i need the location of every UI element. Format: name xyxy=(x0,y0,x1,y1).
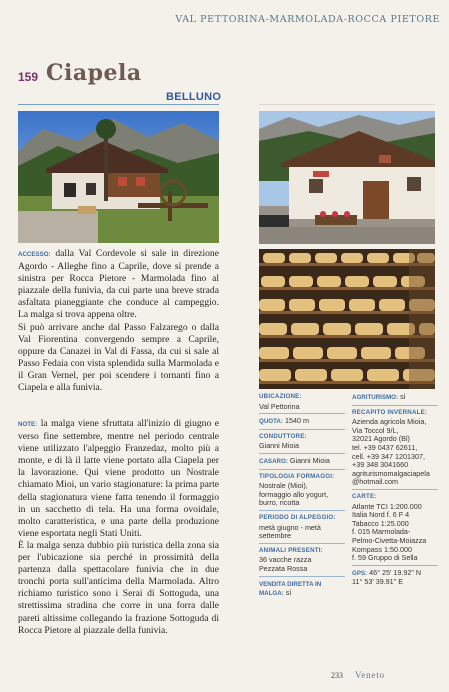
info-agriturismo: AGRITURISMO: sì xyxy=(352,392,406,401)
cheese-cellar-photo xyxy=(259,249,435,389)
entry-title: Ciapela xyxy=(46,60,142,86)
access-label: ACCESSO: xyxy=(18,251,51,258)
info-animali: ANIMALI PRESENTI: 36 vacche razza Pezzata Rossa xyxy=(259,546,323,573)
info-separator xyxy=(259,413,345,414)
info-separator xyxy=(259,510,345,511)
info-separator xyxy=(259,429,345,430)
notes-text-continued: È la malga senza dubbio più turistica della zona sia per l'ubicazione sia perché in prossimità della partenza dalla spettacolare funivia che in due tronchi porta sull'anticima della Marmolada. Altro richiamo turistico sono i Serai di Sottoguda, una strettissima stradina che corre in una forra dalle pareti altissime collegando la frazione Sottoguda di Rocca Pietore al piazzale della funivia. xyxy=(18,539,219,636)
notes-label: NOTE: xyxy=(18,421,38,428)
access-text-continued: Si può arrivare anche dal Passo Falzarego o dalla Val Fiorentina convergendo sempre a Caprile, oppure da Canazei in Val di Fassa, da cui si sale al Passo Fedaia con vista splendida sulla Marmolada e il Gran Vernel, per poi scendere i tornanti fino a Ciapela e alla funivia. xyxy=(18,321,219,394)
malga-building-photo xyxy=(18,111,219,243)
info-gps: GPS: 46° 25' 19.92" N 11° 53' 39.91" E xyxy=(352,567,422,587)
page-number: 233 xyxy=(331,671,343,680)
info-separator xyxy=(259,469,345,470)
chalet-photo xyxy=(259,111,435,244)
info-tipologia: TIPOLOGIA FORMAGGI: Nostrale (Mioi), formaggio allo yogurt, burro, ricotta xyxy=(259,472,335,508)
info-carte: CARTE: Atlante TCI 1:200.000 Italia Nord f. 6 F 4 Tabacco 1:25.000 f. 015 Marmolada- Pelmo-Civetta-Moiazza Kompass 1:50.000 f. 59 Gruppo di Sella xyxy=(352,492,427,563)
title-divider xyxy=(18,104,219,105)
info-separator xyxy=(259,543,345,544)
info-recapito: RECAPITO INVERNALE: Azienda agricola Mioia, Via Toccol 9/L, 32021 Agordo (Bl) tel. +39 0437 62611, cell. +39 347 1201307, +39 348 3041660 agriturismomalgaciapela @hotmail.com xyxy=(352,408,430,487)
region-label: Veneto xyxy=(355,670,385,680)
info-column-left xyxy=(259,393,345,601)
info-periodo: PERIODO DI ALPEGGIO: metà giugno - metà settembre xyxy=(259,513,336,541)
info-separator xyxy=(352,489,438,490)
notes-text: la malga viene sfruttata all'inizio di giugno e verso fine settembre, mentre nel periodo centrale viene utilizzato l'alpeggio Franzedaz, molto più a monte, e di là il latte viene portato alla Ciapela per la lavorazione. Qui viene prodotto un Nostrale chiamato Mioi, un vario stagionature: la prima parte della stagionatura viene fatta tenendo il formaggio in un sacchetto di tela. Ha una forma ovoidale, molto caratteristica, e una parte della produzione viene esportata negli Stati Uniti. xyxy=(18,418,219,539)
header-divider-right xyxy=(259,104,435,105)
info-ubicazione: UBICAZIONE: Val Pettorina xyxy=(259,393,302,411)
info-casaro: CASARO: Gianni Mioia xyxy=(259,455,330,465)
entry-number: 159 xyxy=(18,70,39,84)
info-column-right xyxy=(352,393,438,589)
info-vendita: VENDITA DIRETTA IN MALGA: sì xyxy=(259,580,322,598)
info-conduttore: CONDUTTORE: Gianni Mioia xyxy=(259,432,307,451)
access-text: dalla Val Cordevole si sale in direzione Agordo - Alleghe fino a Caprile, dove si prende a sinistra per Rocca Pietore - Marmolada fino al piazzale della funivia, da cui parte una breve strada asfaltata pianeggiante che conduce al campeggio. La malga si trova appena oltre. xyxy=(18,248,219,321)
info-quota: QUOTA: 1540 m xyxy=(259,416,309,426)
province-label: BELLUNO xyxy=(166,91,222,103)
notes-section xyxy=(18,418,219,637)
info-separator xyxy=(352,405,438,406)
running-title: VAL PETTORINA-MARMOLADA-ROCCA PIETORE xyxy=(175,14,440,25)
info-separator xyxy=(352,565,438,566)
info-separator xyxy=(259,453,345,454)
info-separator xyxy=(259,576,345,577)
access-section xyxy=(18,248,219,394)
